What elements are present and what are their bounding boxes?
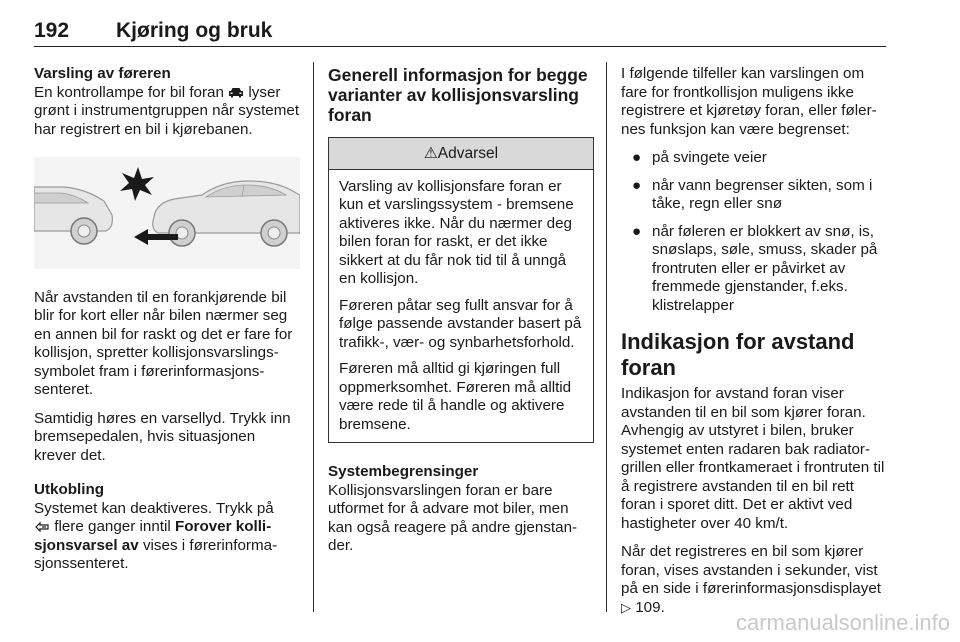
paragraph: Samtidig høres en varsellyd. Trykk inn bremsepedalen, hvis situasjonen krever det.: [34, 409, 291, 464]
column-2: [328, 65, 594, 566]
column-1: [34, 65, 300, 584]
page-header: [34, 10, 886, 47]
list-item: ● når vann begrenser sikten, som i tåke, regn eller snø: [632, 176, 873, 212]
warning-box: [328, 137, 594, 443]
column-divider: [606, 62, 607, 612]
list-item: ● på svingete veier: [632, 149, 767, 166]
vehicle-ahead-icon: [228, 87, 244, 98]
warning-triangle-icon: ⚠: [423, 145, 438, 162]
paragraph: I følgende tilfeller kan varslingen om fare for frontkollisjon muligens ikke registrere et kjøretøy foran, eller følernes funksjon kan være begrenset:: [621, 65, 877, 138]
page-reference[interactable]: 109.: [635, 598, 665, 616]
collision-warning-illustration: [34, 157, 300, 269]
section-heading: Indikasjon for avstand foran: [621, 329, 855, 380]
distance-setting-icon: [34, 521, 50, 532]
heading-limits: Systembegrensinger: [328, 463, 479, 480]
watermark: carmanualsonline.info: [735, 610, 950, 635]
list-item: ● når føleren er blokkert av snø, is, snøslaps, søle, smuss, skader på frontruten eller er påvirket av fremmede gjenstander, f.eks. klistrelapper: [632, 222, 878, 314]
warning-paragraph: Føreren må alltid gi kjøringen full oppmerksomhet. Føreren må alltid være rede til å handle og aktivere bremsene.: [339, 360, 572, 433]
paragraph: Kollisjonsvarslingen foran er bare utformet for å advare mot biler, men kan også reagere på andre gjenstander.: [328, 481, 578, 554]
warning-paragraph: Varsling av kollisjonsfare foran er kun et varslingssystem - bremsene aktiveres ikke. Når du nærmer deg bilen foran for raskt, er det ikke sikkert at du får nok tid til å unngå en kollisjon.: [339, 177, 574, 287]
paragraph: Når det registreres en bil som kjører foran, vises avstanden i sekunder, vist på en side i førerinformasjonsdisplayet ▷ 109.: [621, 543, 881, 616]
paragraph: Systemet kan deaktiveres. Trykk på flere ganger inntil Forover kollisjonsvarsel av vises i førerinformasjonssenteret.: [34, 499, 278, 572]
paragraph: En kontrollampe for bil foran lyser grønt i instrumentgruppen når systemet har registrert en bil i kjørebanen.: [34, 83, 300, 138]
heading-driver-alert: Varsling av føreren: [34, 65, 171, 82]
heading-off: Utkobling: [34, 481, 105, 498]
column-3: [621, 65, 889, 627]
page-reference-arrow-icon: ▷: [621, 599, 631, 615]
paragraph: Når avstanden til en forankjørende bil blir for kort eller når bilen nærmer seg en annen bil for raskt og det er fare for kollisjon, spretter kollisjonsvarslingssymbolet fram i førerinformasjonssenteret.: [34, 288, 293, 398]
warning-header: ⚠Advarsel: [329, 138, 593, 170]
limitation-list: [621, 149, 889, 315]
section-heading: Generell informasjon for begge varianter av kollisjonsvarsling foran: [328, 65, 588, 125]
page-number: 192: [34, 19, 70, 42]
chapter-title: Kjøring og bruk: [116, 19, 273, 42]
warning-paragraph: Føreren påtar seg fullt ansvar for å følge passende avstander basert på trafikk-, vær- og synbarhetsforhold.: [339, 296, 582, 351]
column-divider: [313, 62, 314, 612]
warning-body: [329, 170, 593, 435]
paragraph: Indikasjon for avstand foran viser avstanden til en bil som kjører foran. Avhengig av utstyret i bilen, bruker systemet enten radaren bak radiatorgrillen eller frontkameraet i frontruten til å registrere avstanden til en bil rett foran i sporet ditt. Det er aktivt ved hastigheter over 40 km/t.: [621, 385, 885, 532]
